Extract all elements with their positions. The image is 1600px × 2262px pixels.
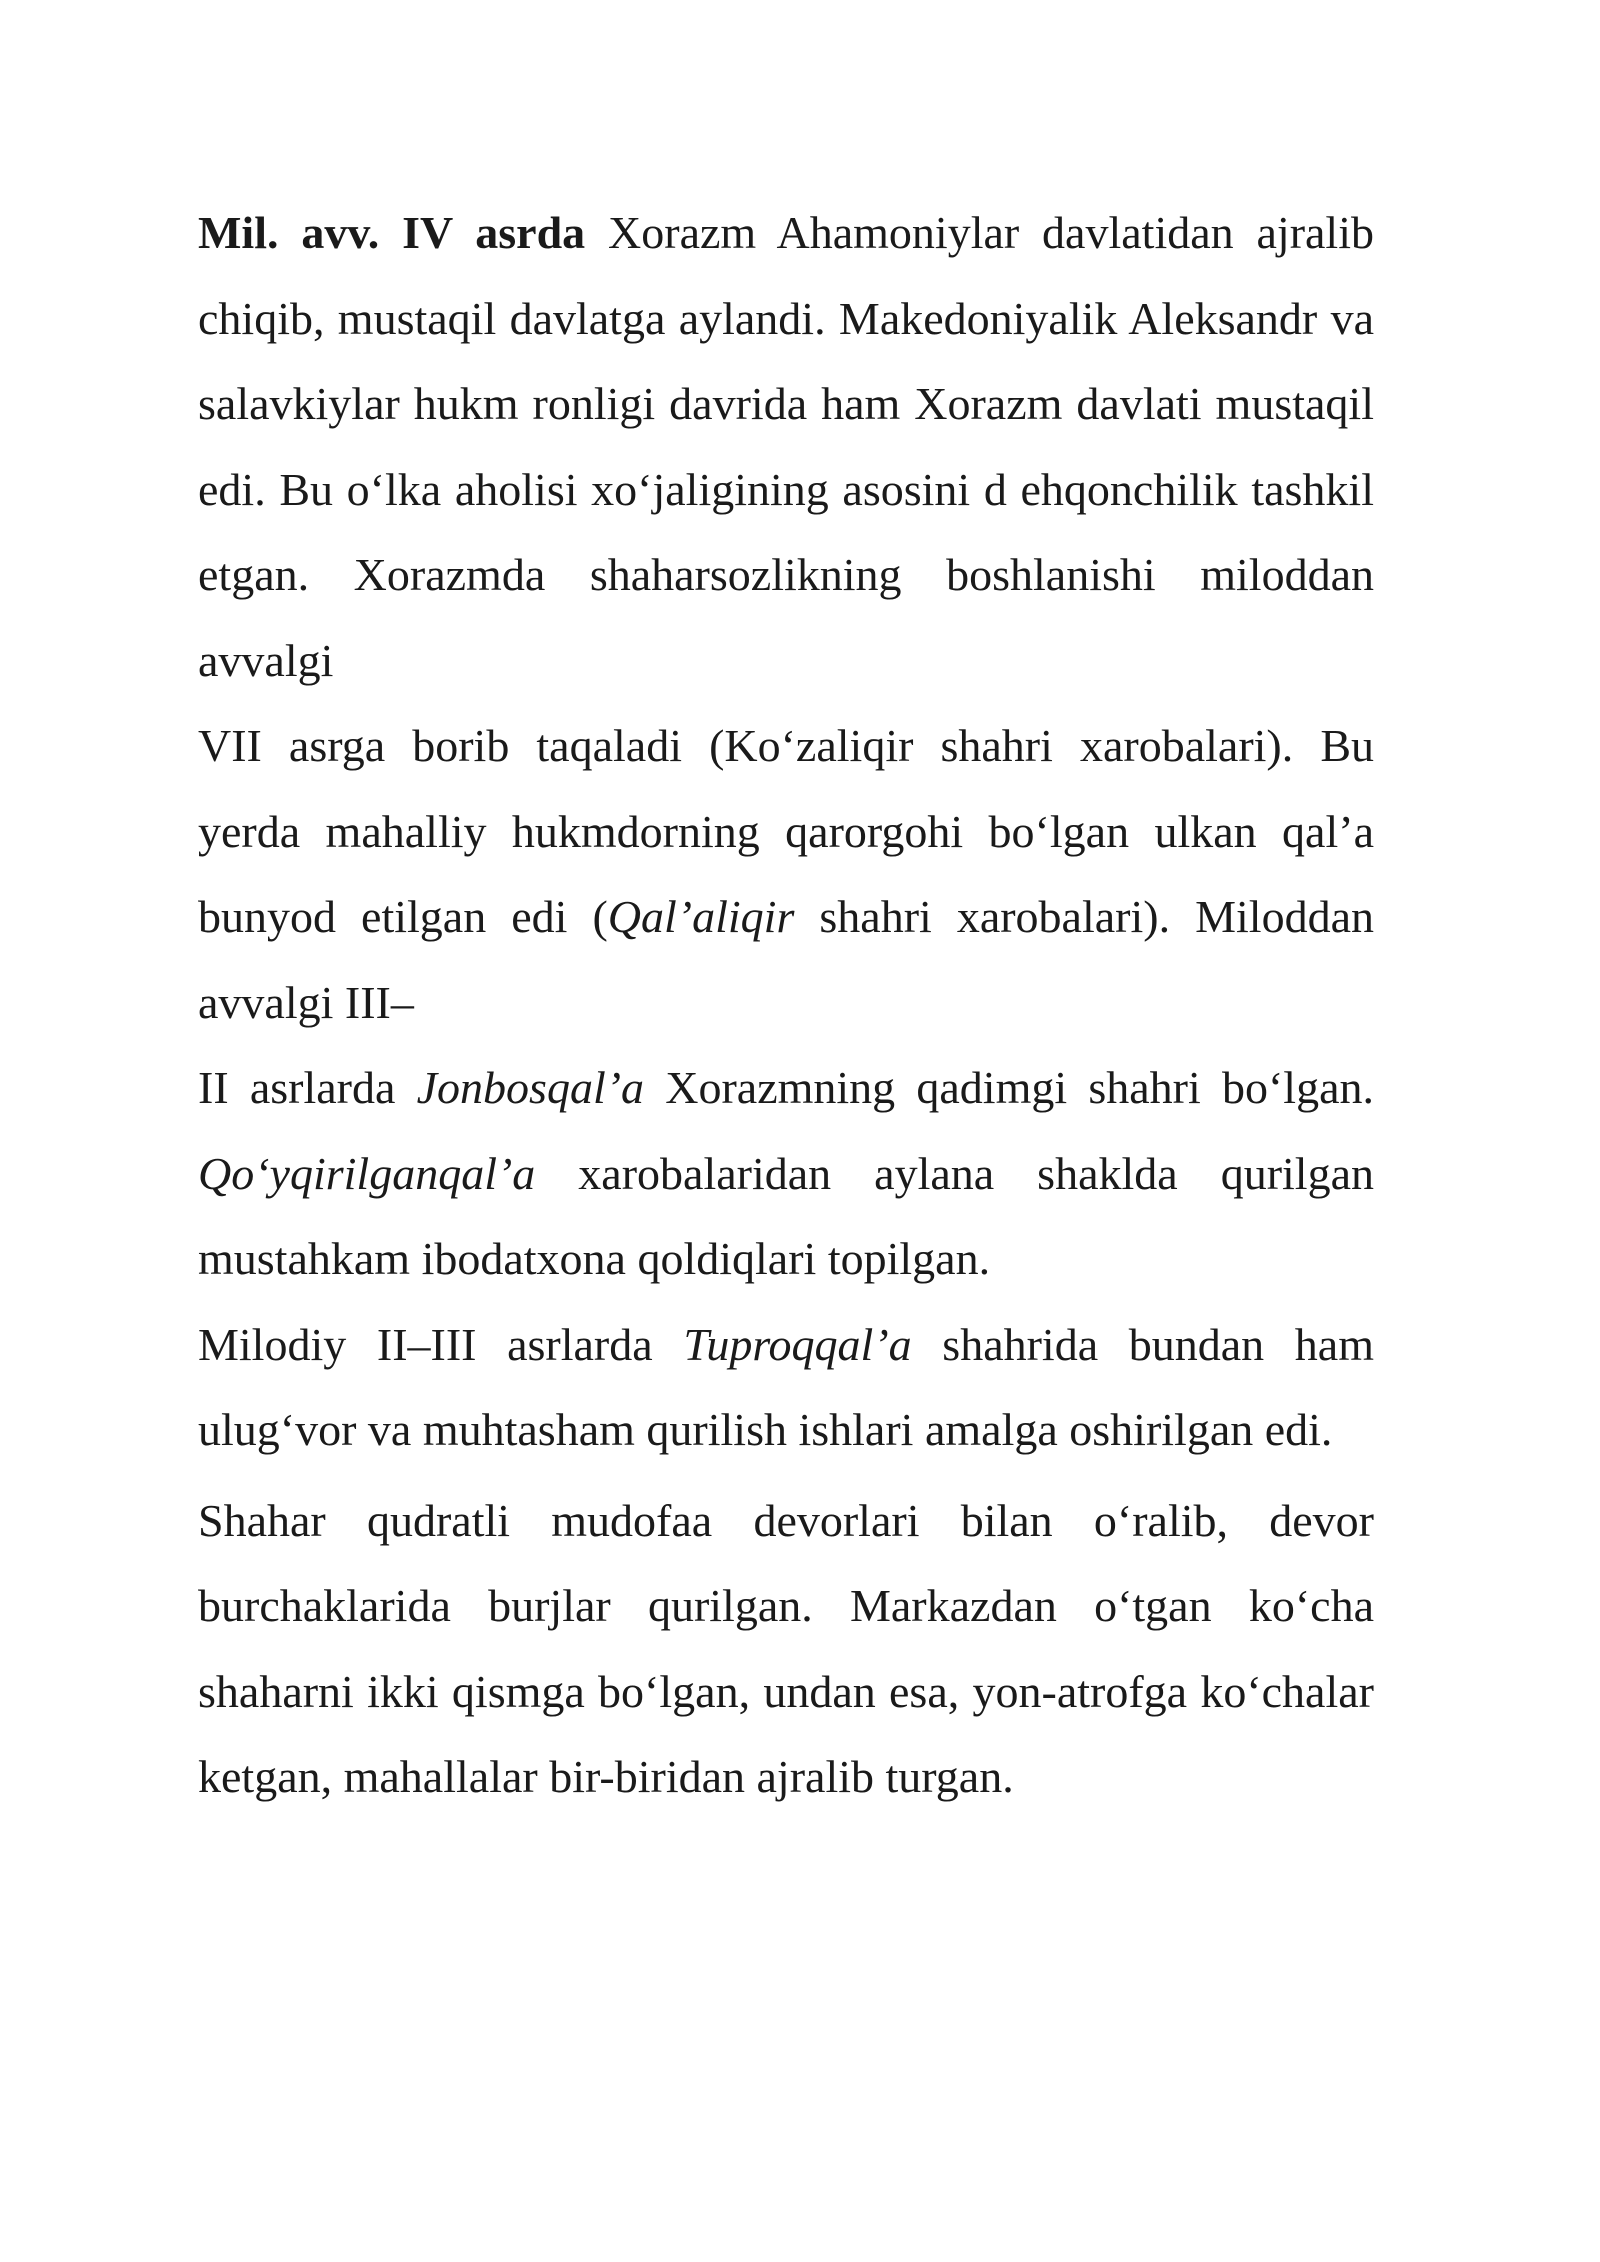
paragraph-2-text-1: VII asrga borib taqaladi (Ko‘zaliqir shahri xarobalari). Bu yerda mahalliy hukmdorning qarorgohi bo‘lgan ulkan qal’a bunyod etilgan edi (	[198, 720, 1374, 942]
paragraph-2	[198, 703, 1374, 1045]
paragraph-5-text: Shahar qudratli mudofaa devorlari bilan o‘ralib, devor burchaklarida burjlar qurilgan. Markazdan o‘tgan ko‘cha shaharni ikki qismga bo‘lgan, undan esa, yon-atrofga ko‘chalar ketgan, mahallalar bir-biridan ajralib turgan.	[198, 1494, 1374, 1802]
paragraph-1	[198, 190, 1374, 703]
paragraph-3-text-3: xarobalaridan aylana shaklda qurilgan mustahkam ibodatxona qoldiqlari topilgan.	[198, 1147, 1374, 1284]
italic-term-qoyqirilganqala: Qo‘yqirilganqal’a	[198, 1147, 536, 1199]
paragraph-4-text-2: shahrida bundan ham ulug‘vor va muhtasham qurilish ishlari amalga oshirilgan edi.	[198, 1318, 1375, 1455]
paragraph-4-text-1: Milodiy II–III asrlarda	[198, 1318, 684, 1370]
document-page	[198, 190, 1374, 1820]
paragraph-5	[198, 1478, 1374, 1820]
paragraph-4	[198, 1302, 1374, 1473]
bold-lead-phrase: Mil. avv. IV asrda	[198, 207, 586, 258]
paragraph-2-text-2: shahri xarobalari). Miloddan avvalgi III–	[198, 891, 1374, 1028]
paragraph-3-text-1: II asrlarda	[198, 1062, 417, 1113]
paragraph-3	[198, 1045, 1374, 1302]
italic-term-jonbosqala: Jonbosqal’a	[416, 1062, 645, 1113]
paragraph-3-text-2: Xorazmning qadimgi shahri bo‘lgan.	[644, 1062, 1374, 1113]
paragraph-1-text: Xorazm Ahamoniylar davlatidan ajralib chiqib, mustaqil davlatga aylandi. Makedoniyalik Aleksandr va salavkiylar hukm ronligi davrida ham Xorazm davlati mustaqil edi. Bu o‘lka aholisi xo‘jaligining asosini d ehqonchilik tashkil etgan. Xorazmda shaharsozlikning boshlanishi miloddan avvalgi	[198, 207, 1374, 686]
italic-term-qalaliqir: Qal’aliqir	[607, 891, 795, 942]
italic-term-tuproqqala: Tuproqqal’a	[683, 1318, 912, 1370]
